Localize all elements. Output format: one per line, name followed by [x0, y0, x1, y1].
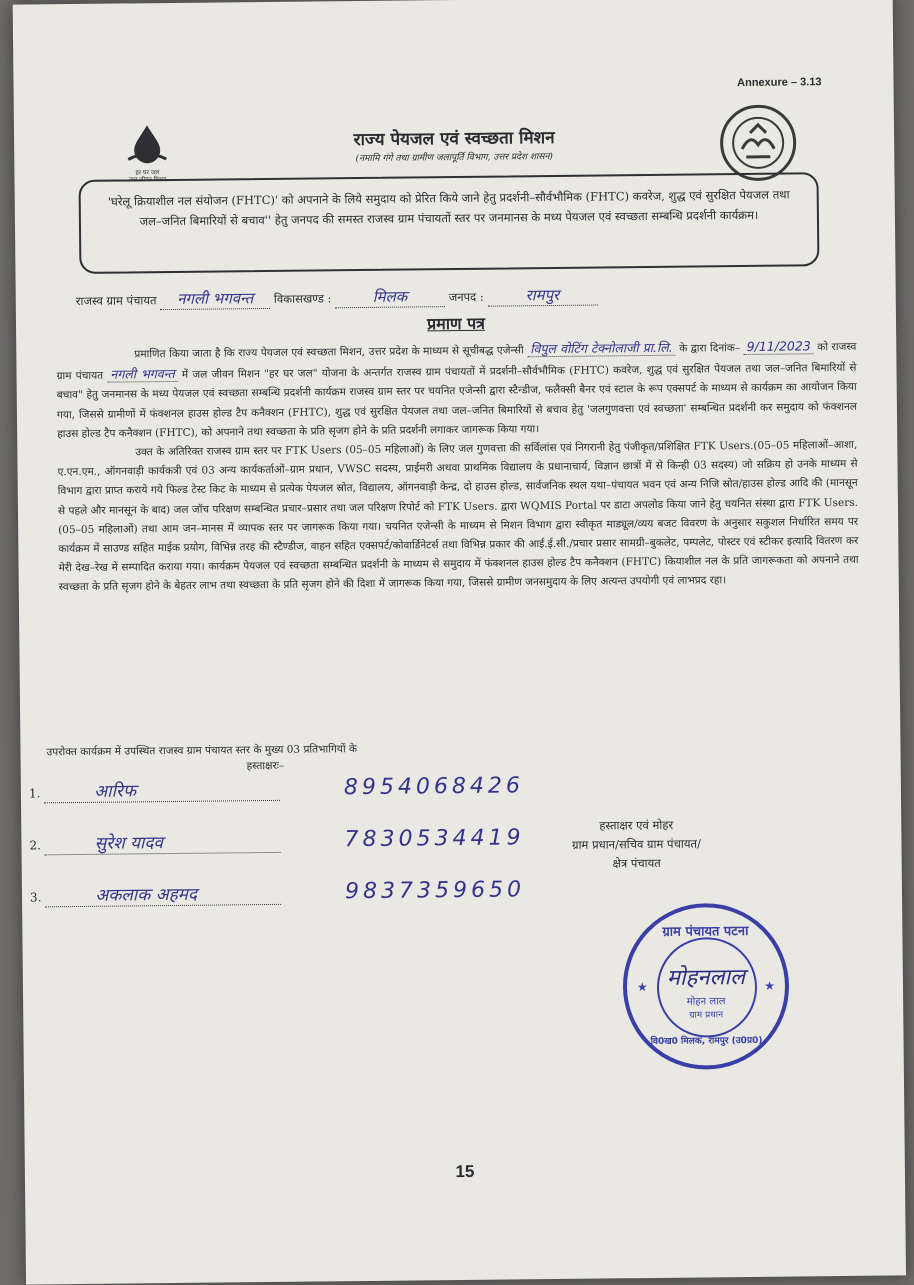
participants-heading-text: उपरोक्त कार्यक्रम में उपस्थित राजस्व ग्राम पंचायत स्तर के मुख्य 03 प्रतिभागियों के	[46, 743, 358, 759]
district-label: जनपद :	[448, 289, 484, 305]
participant-number: 1.	[28, 786, 41, 801]
participant-row	[30, 877, 525, 907]
annexure-label: Annexure – 3.13	[737, 76, 822, 90]
participant-number: 2.	[29, 838, 41, 853]
star-icon: ★	[764, 978, 776, 993]
participants-heading	[46, 741, 357, 776]
signature-label: हस्ताक्षरः–	[246, 759, 285, 773]
certificate-body	[56, 336, 859, 598]
mission-title: राज्य पेयजल एवं स्वच्छता मिशन	[353, 127, 555, 151]
participant-row	[29, 825, 524, 855]
block-label: विकासखण्ड :	[273, 291, 332, 306]
certificate-title: प्रमाण पत्र	[426, 313, 486, 334]
signature-block-line: ग्राम प्रधान/सचिव ग्राम पंचायत/	[571, 836, 701, 852]
paragraph-1	[56, 336, 857, 444]
agency-name: विपुल वोटिंग टेक्नोलाजी प्रा.लि.	[527, 340, 676, 358]
program-description-box: 'घरेलू क्रियाशील नल संयोजन (FHTC)' को अपनाने के लिये समुदाय को प्रेरित किये जाने हेतु प्रदर्शनी–सौर्वभौमिक (FHTC) कवरेज, शुद्ध एवं सुरक्षित पेयजल तथा जल–जनित बिमारियों से बचाव'' हेतु जनपद की समस्त राजस्व ग्राम पंचायतों स्तर पर जनमानस के मध्य पेयजल एवं स्वच्छता सम्बन्धि प्रदर्शनी कार्यक्रम।	[79, 172, 820, 274]
certificate-page	[13, 0, 906, 1285]
location-fields	[76, 282, 836, 311]
p1-text-c: को राजस्व ग्राम पंचायत	[56, 340, 857, 383]
participant-phone: 8954068426	[343, 773, 525, 801]
participant-signature: सुरेश यादव	[45, 829, 281, 855]
participant-number: 3.	[29, 890, 42, 905]
district-value: रामपुर	[487, 285, 597, 307]
block-value: मिलक	[335, 286, 445, 308]
signature-block-line: हस्ताक्षर एवं मोहर	[599, 817, 674, 833]
logo-text: हर घर जल जल जीवन मिशन	[128, 169, 167, 184]
participant-signature: आरिफ	[44, 777, 280, 803]
stamp-top-text: ग्राम पंचायत पटना	[662, 923, 749, 940]
p1-text-a: प्रमाणित किया जाता है कि राज्य पेयजल एवं स्वच्छता मिशन, उत्तर प्रदेश के माध्यम से सूचीबद्ध एजेन्सी	[134, 344, 524, 361]
p1-text-d: में जल जीवन मिशन "हर घर जल" योजना के अन्तर्गत राजस्व ग्राम पंचायतों में प्रदर्शनी–सौर्वभौमिक (FHTC) कवरेज, शुद्ध एवं सुरक्षित पेयजल तथा जल–जनित बिमारियों से बचाव" हेतु जनमानस के मध्य पेयजल एवं स्वच्छता सम्बन्धि प्रदर्शनी कार्यक्रम राजस्व ग्राम स्तर पर चयनित एजेन्सी द्वारा स्टैन्डीज, फलैक्सी बैनर एवं स्टाल के रूप एक्सपर्ट के माध्यम से कार्यक्रम का आयोजन किया गया, जिससे ग्रामीणों में फंक्शनल हाउस होल्ड टैप कनैक्शन (FHTC), शुद्ध एवं सुरक्षित पेयजल तथा जल–जनित बिमारियों से बचाव हेतु 'जलगुणवत्ता एवं स्वच्छता' सम्बन्धित प्रदर्शनी कर समुदाय को फंक्शनल हाउस होल्ड टैप कनैक्शन (FHTC), को अपनाने तथा स्वच्छता के प्रति सृजग होने के प्रति प्रदर्शनी लगाकर जागरूक किया गया।	[56, 362, 857, 441]
stamp-name: मोहन लाल	[686, 996, 726, 1008]
participant-phone: 7830534419	[344, 825, 525, 853]
participant-phone: 9837359650	[344, 877, 526, 905]
gram-panchayat-value: नगली भगवन्त	[160, 288, 270, 310]
department-subtitle: (नमामि गंगे तथा ग्रामीण जलापूर्ति विभाग, उत्तर प्रदेश शासन)	[355, 151, 553, 165]
pradhan-signature: मोहनलाल	[666, 965, 746, 991]
gram-panchayat-label: राजस्व ग्राम पंचायत	[75, 293, 157, 308]
participant-signature: अकलाक अहमद	[45, 881, 281, 907]
signature-block-line: क्षेत्र पंचायत	[612, 855, 661, 871]
p1-text-b: के द्वारा दिनांक–	[679, 342, 741, 355]
participant-row	[29, 773, 524, 803]
paragraph-2: उक्त के अतिरिक्त राजस्व ग्राम स्तर पर FTK Users (05–05 महिलाओं) के लिए जल गुणवत्ता की सर्विलांस एवं निगरानी हेतु पंजीकृत/प्रशिक्षित FTK Users.(05–05 महिलाओं–आशा, ए.एन.एम., ऑगनवाड़ी कार्यकत्री एवं 03 अन्य कार्यकर्ताओं–ग्राम प्रधान, VWSC सदस्य, प्राईमरी अथवा प्राथमिक विद्यालय के प्रधानाचार्य, विज्ञान छात्रों में से किन्ही 03 सदस्य) जो सक्रिय हो उनके माध्यम से विभाग द्वारा प्राप्त कराये गये फिल्ड टेस्ट किट के माध्यम से प्रत्येक पेयजल स्रोत, विद्यालय, ऑगनवाड़ी केन्द्र, दो हाउस होल्ड, सार्वजनिक स्थल यथा–पंचायत भवन एवं अन्य निजि स्रोत/हाउस होल्ड आदि की (मानसून से पहले और मानसून के बाद) जल जॉच परिक्षण सम्बन्धित प्रचार–प्रसार तथा जल परिक्षण रिपोर्ट को FTK Users. द्वारा WQMIS Portal पर डाटा अपलोड किया जाने हेतु चयनित संस्था द्वारा FTK Users.(05–05 महिलाओं) तथा आम जन–मानस में व्यापक स्तर पर जागरूक किया गया। चयनित एजेन्सी के माध्यम से मिशन विभाग द्वारा स्वीकृत माड्यूल/व्यय बजट विवरण के अनुसार सकुशल निर्धारित समय पर कार्यक्रम में साउण्ड सहित माईक प्रयोग, विभिन्न तरह की स्टैण्डीज, वाहन सहित एक्सपर्ट/कोवार्डिनेटर्स तथा विभिन्न प्रकार की आई.ई.सी./प्रचार प्रसार सामग्री–बुकलेट, पम्पलेट, पोस्टर एवं स्टीकर इत्यादि वितरण कर मेरी देख–रेख में सम्पादित कराया गया। कार्यक्रम पेयजल एवं स्वच्छता सम्बन्धित प्रदर्शनी के माध्यम से समुदाय में फंक्शनल हाउस होल्ड टैप कनैक्शन (FHTC) कियाशील नल के प्रति जागरूकता को अपनाने तथा स्वच्छता के प्रति सृजग होने के बेहतर लाभ तथा स्वच्छता के प्रति सृजग होने की दिशा में जागरूक किया गया, जिससे ग्रामीण जनसमुदाय के लिए अत्यन्त उपयोगी एवं लाभप्रद रहा।	[57, 438, 859, 594]
page-number: 15	[455, 1161, 475, 1182]
stamp-bottom-text: वि0ख0 मिलक, रामपुर (उ0प्र0)	[650, 1035, 763, 1048]
village-name: नगली भगवन्त	[107, 366, 177, 383]
gram-panchayat-stamp	[622, 903, 790, 1071]
program-date: 9/11/2023	[744, 338, 814, 355]
stamp-role: ग्राम प्रधान	[689, 1010, 724, 1021]
star-icon: ★	[636, 980, 648, 995]
signature-block	[521, 815, 752, 874]
